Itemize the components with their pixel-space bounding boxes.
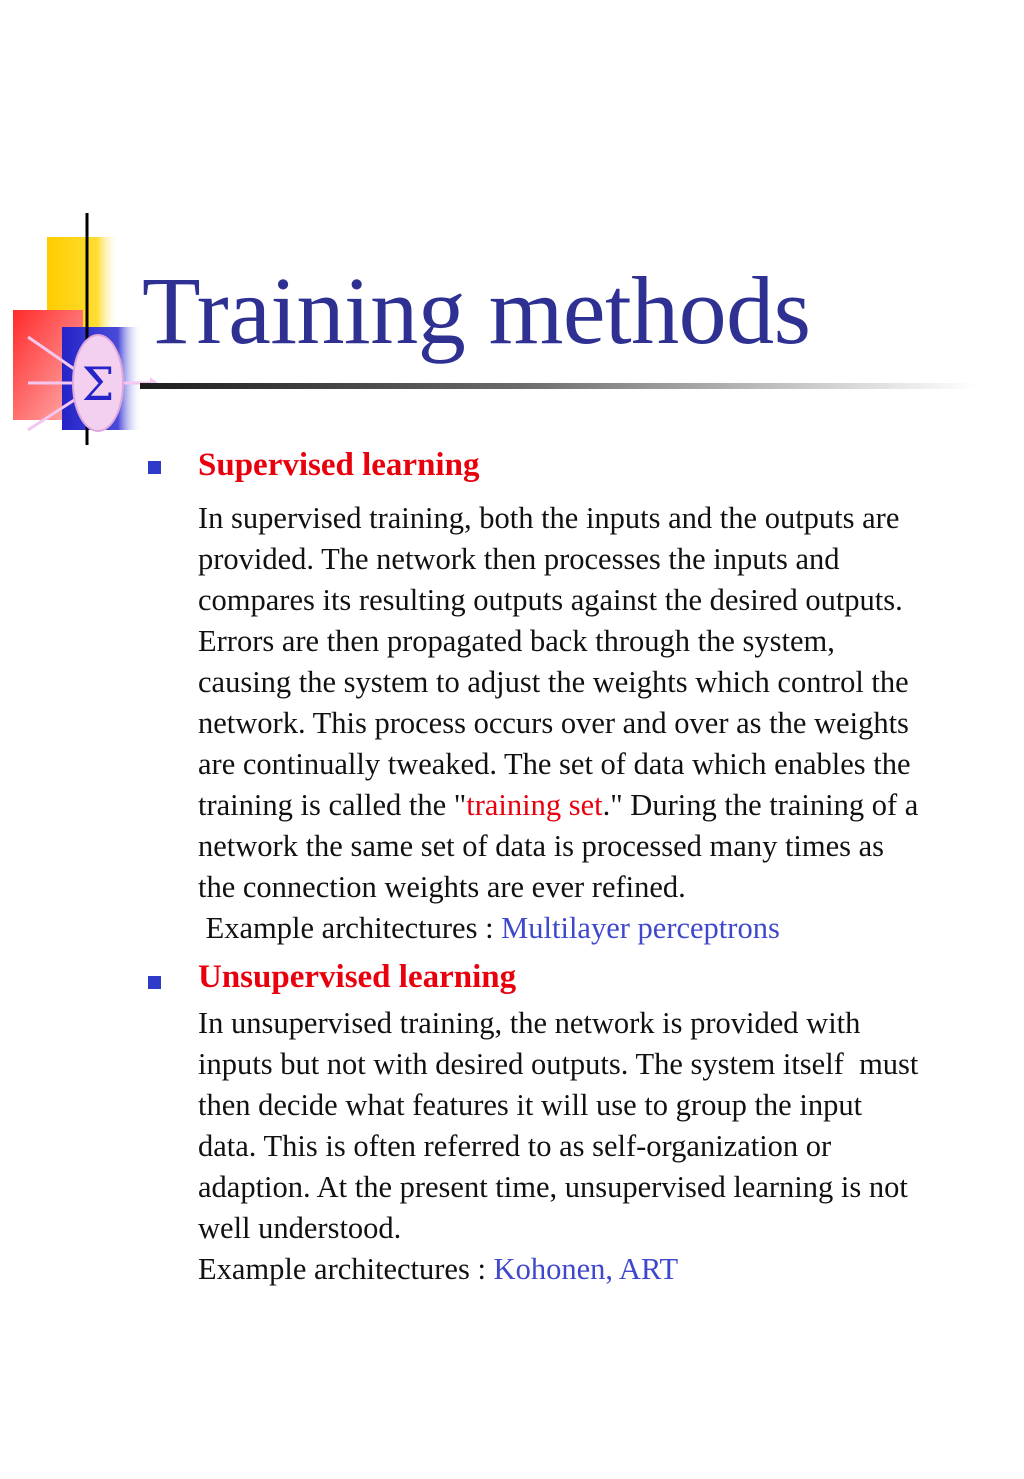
unsupervised-line: In unsupervised training, the network is provided with: [198, 1006, 861, 1040]
text-segment: ." During the training of a: [602, 788, 919, 822]
title-divider: [140, 383, 976, 389]
supervised-line: are continually tweaked. The set of data which enables the: [198, 747, 911, 781]
sigma-neuron-logo-icon: [0, 205, 160, 455]
supervised-line: the connection weights are ever refined.: [198, 870, 686, 904]
supervised-line: network the same set of data is processed many times as: [198, 829, 885, 863]
example-label: Example architectures :: [198, 911, 502, 945]
supervised-line: In supervised training, both the inputs and the outputs are: [198, 501, 900, 535]
sigma-symbol: Σ: [81, 357, 115, 411]
unsupervised-example: [198, 1249, 988, 1290]
example-architecture: Kohonen, ART: [493, 1252, 679, 1286]
supervised-line: provided. The network then processes the inputs and: [198, 542, 840, 576]
supervised-example: [198, 908, 988, 949]
unsupervised-line: data. This is often referred to as self-organization or: [198, 1129, 832, 1163]
training-set-term: training set: [466, 788, 603, 822]
unsupervised-line: inputs but not with desired outputs. The system itself must: [198, 1047, 919, 1081]
supervised-line: causing the system to adjust the weights which control the: [198, 665, 909, 699]
unsupervised-line: well understood.: [198, 1211, 402, 1245]
unsupervised-body: [198, 1003, 988, 1290]
unsupervised-line: then decide what features it will use to group the input: [198, 1088, 863, 1122]
supervised-line: Errors are then propagated back through the system,: [198, 624, 835, 658]
example-architecture: Multilayer perceptrons: [501, 911, 780, 945]
slide-title: Training methods: [142, 257, 811, 364]
supervised-line: [198, 785, 988, 826]
supervised-line: compares its resulting outputs against the desired outputs.: [198, 583, 903, 617]
bullet-square-icon: [148, 976, 161, 989]
supervised-body: [198, 498, 988, 949]
unsupervised-heading: Unsupervised learning: [198, 959, 517, 995]
bullet-square-icon: [148, 461, 161, 474]
unsupervised-line: adaption. At the present time, unsupervised learning is not: [198, 1170, 908, 1204]
supervised-line: network. This process occurs over and over as the weights: [198, 706, 909, 740]
supervised-heading: Supervised learning: [198, 447, 480, 483]
example-label: Example architectures :: [198, 1252, 494, 1286]
text-segment: training is called the ": [198, 788, 467, 822]
